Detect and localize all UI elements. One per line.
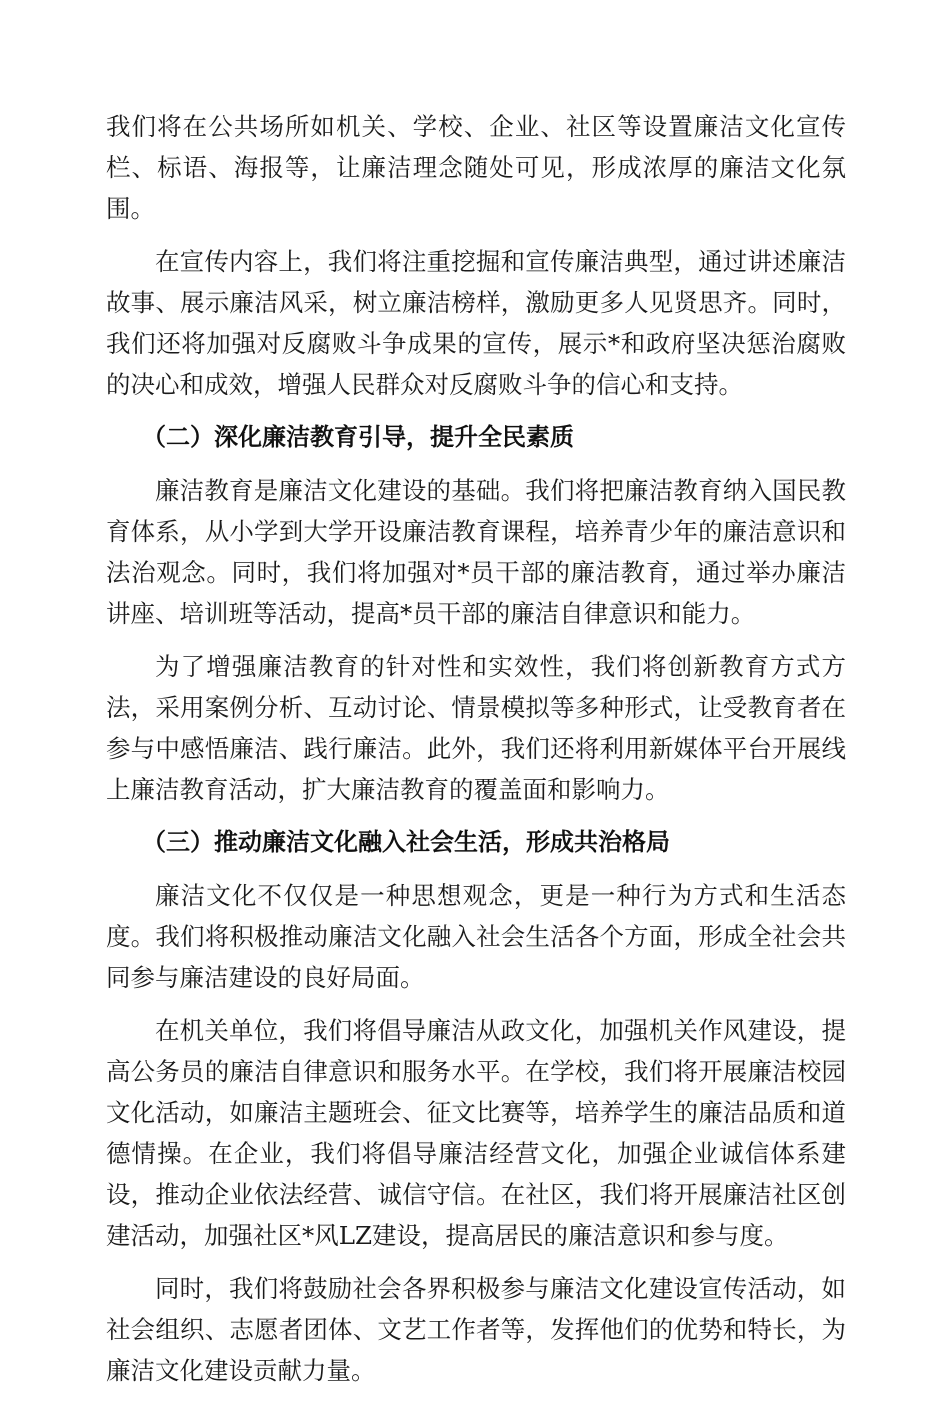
paragraph: 在机关单位，我们将倡导廉洁从政文化，加强机关作风建设，提高公务员的廉洁自律意识和服务水平。在学校，我们将开展廉洁校园文化活动，如廉洁主题班会、征文比赛等，培养学生的廉洁品质和道德情操。在企业，我们将倡导廉洁经营文化，加强企业诚信体系建设，推动企业依法经营、诚信守信。在社区，我们将开展廉洁社区创建活动，加强社区*风LZ建设，提高居民的廉洁意识和参与度。 [106, 1016, 846, 1250]
section-heading: （三）推动廉洁文化融入社会生活，形成共治格局 [142, 828, 670, 856]
paragraph: 廉洁教育是廉洁文化建设的基础。我们将把廉洁教育纳入国民教育体系，从小学到大学开设廉洁教育课程，培养青少年的廉洁意识和法治观念。同时，我们将加强对*员干部的廉洁教育，通过举办廉洁讲座、培训班等活动，提高*员干部的廉洁自律意识和能力。 [106, 476, 846, 628]
paragraph: 廉洁文化不仅仅是一种思想观念，更是一种行为方式和生活态度。我们将积极推动廉洁文化融入社会生活各个方面，形成全社会共同参与廉洁建设的良好局面。 [106, 881, 846, 992]
paragraph: 为了增强廉洁教育的针对性和实效性，我们将创新教育方式方法，采用案例分析、互动讨论、情景模拟等多种形式，让受教育者在参与中感悟廉洁、践行廉洁。此外，我们还将利用新媒体平台开展线上廉洁教育活动，扩大廉洁教育的覆盖面和影响力。 [106, 652, 846, 804]
document-body [106, 106, 846, 1403]
section-heading: （二）深化廉洁教育引导，提升全民素质 [142, 423, 574, 451]
paragraph: 我们将在公共场所如机关、学校、企业、社区等设置廉洁文化宣传栏、标语、海报等，让廉洁理念随处可见，形成浓厚的廉洁文化氛围。 [106, 112, 846, 223]
paragraph: 同时，我们将鼓励社会各界积极参与廉洁文化建设宣传活动，如社会组织、志愿者团体、文艺工作者等，发挥他们的优势和特长，为廉洁文化建设贡献力量。 [106, 1274, 846, 1385]
paragraph: 在宣传内容上，我们将注重挖掘和宣传廉洁典型，通过讲述廉洁故事、展示廉洁风采，树立廉洁榜样，激励更多人见贤思齐。同时，我们还将加强对反腐败斗争成果的宣传，展示*和政府坚决惩治腐败的决心和成效，增强人民群众对反腐败斗争的信心和支持。 [106, 247, 846, 399]
